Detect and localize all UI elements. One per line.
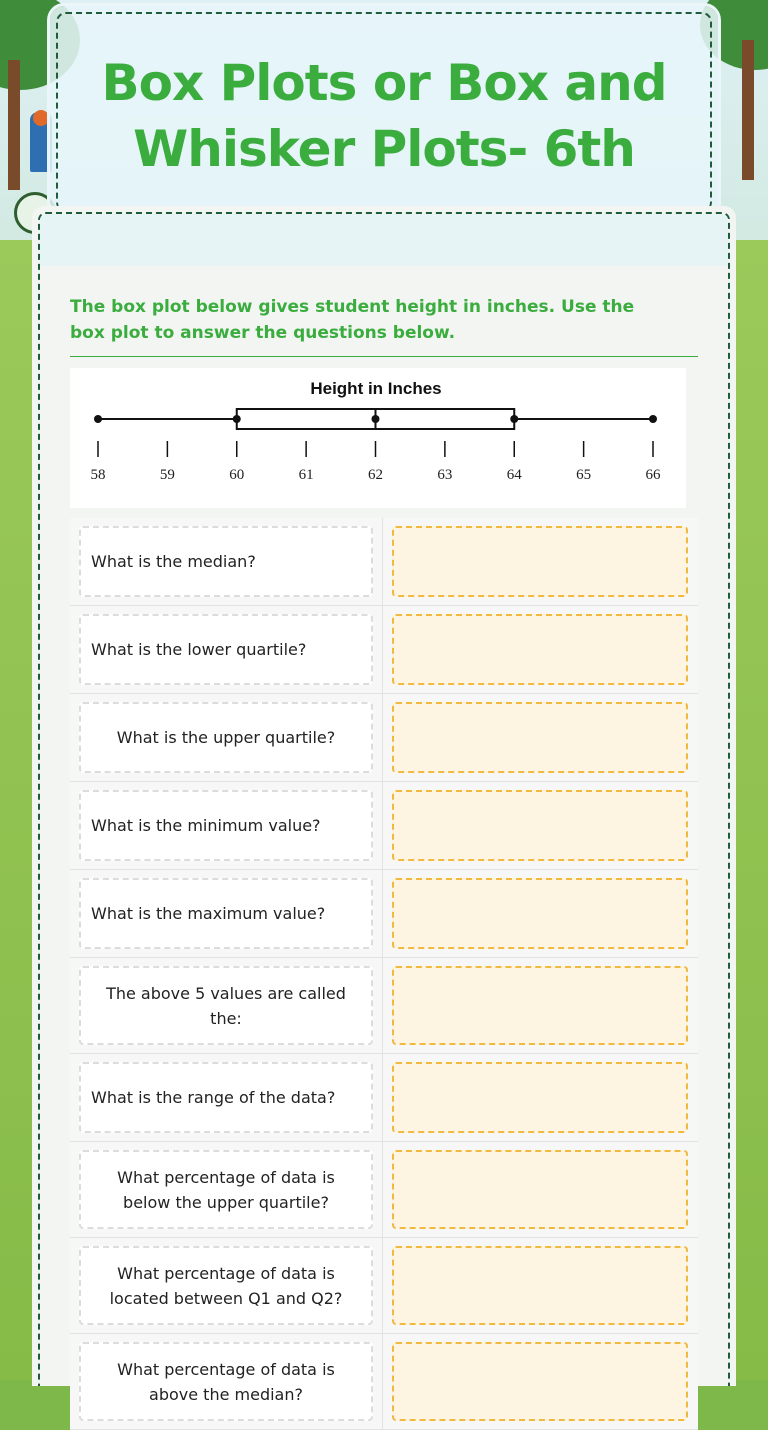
question-text: What is the maximum value? xyxy=(91,904,326,923)
answer-drop-zone[interactable] xyxy=(392,526,688,597)
question-table xyxy=(70,518,698,1430)
question-text: What is the lower quartile? xyxy=(91,640,307,659)
box-plot-chart xyxy=(70,368,686,508)
question-cell xyxy=(70,1142,383,1237)
axis-tick-label: 62 xyxy=(368,467,383,483)
question-cell xyxy=(70,694,383,781)
min-point xyxy=(94,415,102,423)
question-cell xyxy=(70,958,383,1053)
question-text: What is the range of the data? xyxy=(91,1088,336,1107)
title-line-2: Whisker Plots- 6th xyxy=(133,120,635,178)
question-text: What percentage of data is below the upper quartile? xyxy=(117,1167,335,1212)
page-title xyxy=(50,50,718,182)
tree-trunk-left xyxy=(8,60,20,190)
axis-tick-label: 65 xyxy=(576,467,592,483)
question-row xyxy=(70,1334,698,1430)
axis-tick-label: 63 xyxy=(437,467,453,483)
question-row xyxy=(70,870,698,958)
title-card xyxy=(50,6,718,218)
question-row xyxy=(70,1054,698,1142)
answer-drop-zone[interactable] xyxy=(392,1150,688,1229)
question-text: What percentage of data is above the median? xyxy=(117,1359,335,1404)
question-label-box xyxy=(79,1062,373,1133)
answer-drop-zone[interactable] xyxy=(392,614,688,685)
answer-drop-zone[interactable] xyxy=(392,1062,688,1133)
answer-drop-zone[interactable] xyxy=(392,966,688,1045)
chart-title: Height in Inches xyxy=(310,379,442,398)
question-row xyxy=(70,606,698,694)
q3-point xyxy=(510,415,518,423)
axis-tick-label: 61 xyxy=(298,467,314,483)
question-row xyxy=(70,958,698,1054)
max-point xyxy=(649,415,657,423)
median-point xyxy=(372,415,380,423)
question-row xyxy=(70,1142,698,1238)
axis-tick-label: 59 xyxy=(159,467,175,483)
question-text: What is the median? xyxy=(91,552,256,571)
question-cell xyxy=(70,606,383,693)
question-row xyxy=(70,1238,698,1334)
q1-point xyxy=(233,415,241,423)
instructions-text: The box plot below gives student height in inches. Use the box plot to answer the questions below. xyxy=(70,297,635,343)
question-label-box xyxy=(79,526,373,597)
question-label-box xyxy=(79,878,373,949)
question-label-box xyxy=(79,1150,373,1229)
axis-tick-label: 58 xyxy=(90,467,106,483)
question-cell xyxy=(70,1238,383,1333)
question-row xyxy=(70,518,698,606)
question-text: The above 5 values are called the: xyxy=(106,983,346,1028)
question-label-box xyxy=(79,790,373,861)
instructions-divider xyxy=(70,356,698,357)
question-text: What percentage of data is located between Q1 and Q2? xyxy=(109,1263,343,1308)
question-cell xyxy=(70,870,383,957)
question-cell xyxy=(70,518,383,605)
question-label-box xyxy=(79,614,373,685)
question-cell xyxy=(70,782,383,869)
answer-drop-zone[interactable] xyxy=(392,878,688,949)
worksheet-header-band xyxy=(40,214,728,266)
question-label-box xyxy=(79,1246,373,1325)
answer-drop-zone[interactable] xyxy=(392,790,688,861)
answer-drop-zone[interactable] xyxy=(392,1342,688,1421)
axis-tick-label: 64 xyxy=(506,467,522,483)
tree-trunk-right xyxy=(742,40,754,180)
question-row xyxy=(70,782,698,870)
axis-tick-label: 66 xyxy=(645,467,661,483)
answer-drop-zone[interactable] xyxy=(392,702,688,773)
question-cell xyxy=(70,1054,383,1141)
question-cell xyxy=(70,1334,383,1429)
title-line-1: Box Plots or Box and xyxy=(101,54,667,112)
question-label-box xyxy=(79,1342,373,1421)
question-text: What is the upper quartile? xyxy=(116,728,336,747)
question-label-box xyxy=(79,702,373,773)
question-label-box xyxy=(79,966,373,1045)
person-head xyxy=(33,110,49,126)
box-plot-svg xyxy=(70,368,686,508)
question-text: What is the minimum value? xyxy=(91,816,321,835)
answer-drop-zone[interactable] xyxy=(392,1246,688,1325)
question-row xyxy=(70,694,698,782)
axis-tick-label: 60 xyxy=(229,467,245,483)
